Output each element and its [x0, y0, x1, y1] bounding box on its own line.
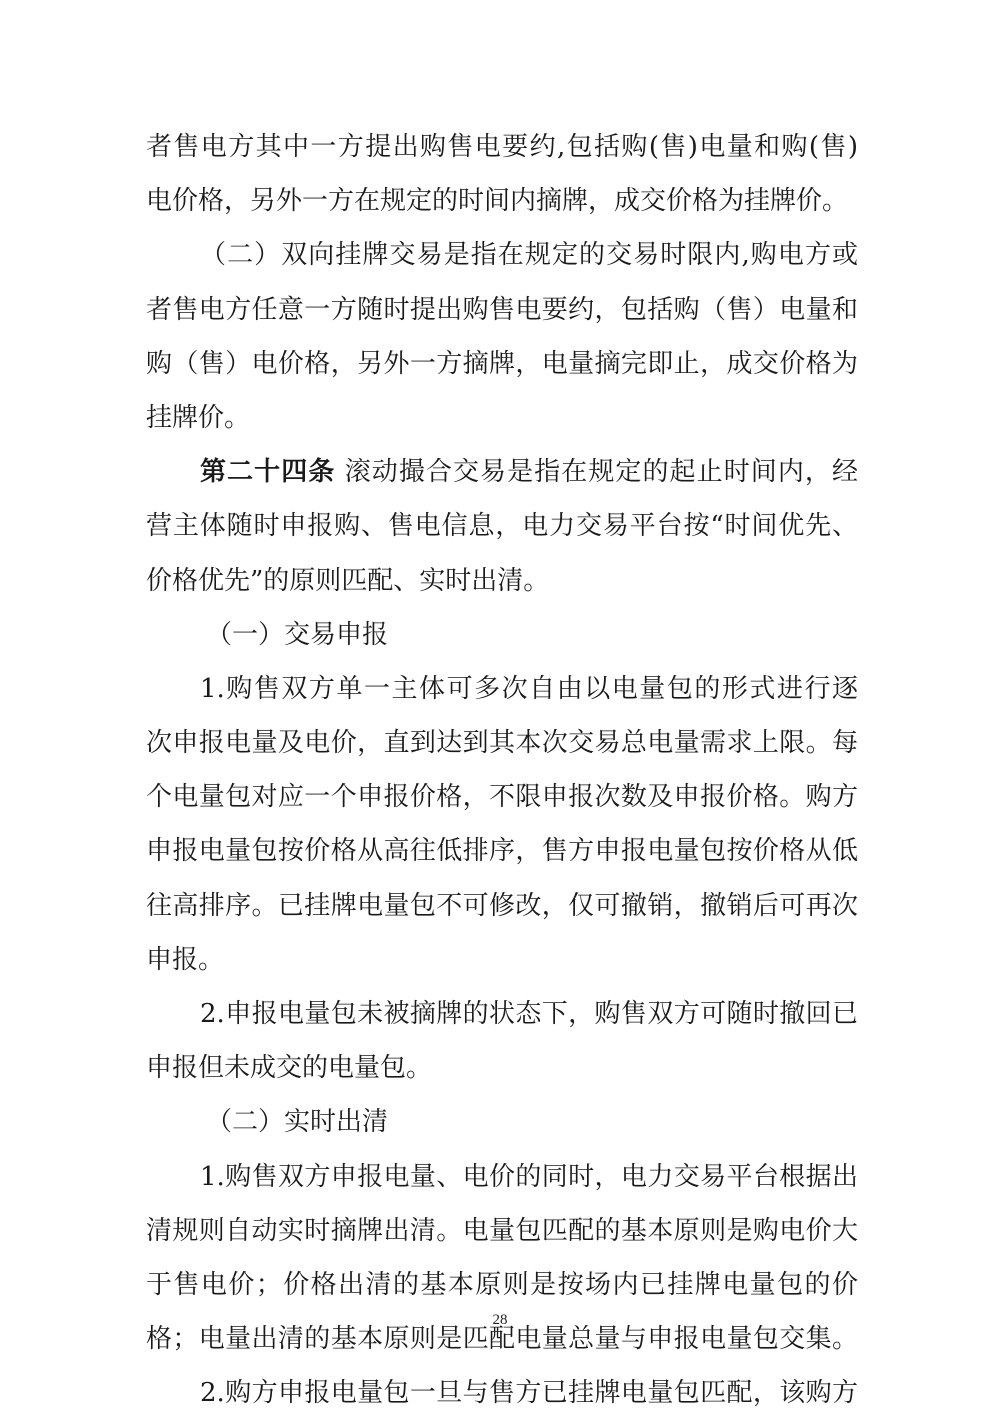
text-line: 营主体随时申报购、售电信息，电力交易平台按“时间优先、	[146, 511, 858, 542]
subsection-heading-real-time-clearing: （二）实时出清	[206, 1107, 389, 1138]
text-line: 挂牌价。	[146, 402, 251, 433]
text-line: 者售电方任意一方随时提出购售电要约，包括购（售）电量和	[146, 294, 858, 325]
text-line: 个电量包对应一个申报价格，不限申报次数及申报价格。购方	[146, 782, 858, 813]
text-line: 格；电量出清的基本原则是匹配电量总量与申报电量包交集。	[146, 1324, 858, 1355]
document-body	[146, 120, 858, 1421]
paragraph-two-way-listing: （二）双向挂牌交易是指在规定的交易时限内,购电方或	[200, 240, 858, 271]
page-number: 28	[492, 1312, 508, 1328]
text-line: 于售电价；价格出清的基本原则是按场内已挂牌电量包的价	[146, 1269, 858, 1300]
text-line: 次申报电量及电价，直到达到其本次交易总电量需求上限。每	[146, 728, 858, 759]
text-line: 价格优先”的原则匹配、实时出清。	[146, 565, 550, 596]
text-line: 申报但未成交的电量包。	[146, 1053, 433, 1084]
text-line: 清规则自动实时摘牌出清。电量包匹配的基本原则是购电价大	[146, 1215, 858, 1246]
text-line: 者售电方其中一方提出购售电要约,包括购(售)电量和购(售)	[146, 132, 858, 162]
subsection-heading-trade-declaration: （一）交易申报	[206, 619, 389, 650]
text-line: 2.购方申报电量包一旦与售方已挂牌电量包匹配，该购方	[200, 1378, 858, 1409]
text-line: 往高排序。已挂牌电量包不可修改，仅可撤销，撤销后可再次	[146, 890, 858, 921]
article-heading: 第二十四条	[200, 457, 336, 488]
text-line: 购（售）电价格，另外一方摘牌，电量摘完即止，成交价格为	[146, 348, 858, 379]
text-line: 1.购售双方申报电量、电价的同时，电力交易平台根据出	[200, 1161, 858, 1192]
text-line: 1.购售双方单一主体可多次自由以电量包的形式进行逐	[200, 673, 858, 704]
text-line: 2.申报电量包未被摘牌的状态下，购售双方可随时撤回已	[200, 999, 858, 1029]
text-line: 电价格，另外一方在规定的时间内摘牌，成交价格为挂牌价。	[146, 186, 849, 217]
article-24-text: 滚动撮合交易是指在规定的起止时间内，经	[344, 457, 858, 488]
text-line: 申报电量包按价格从高往低排序，售方申报电量包按价格从低	[146, 836, 858, 867]
text-line: 申报。	[146, 944, 225, 975]
article-24-paragraph	[146, 445, 858, 499]
